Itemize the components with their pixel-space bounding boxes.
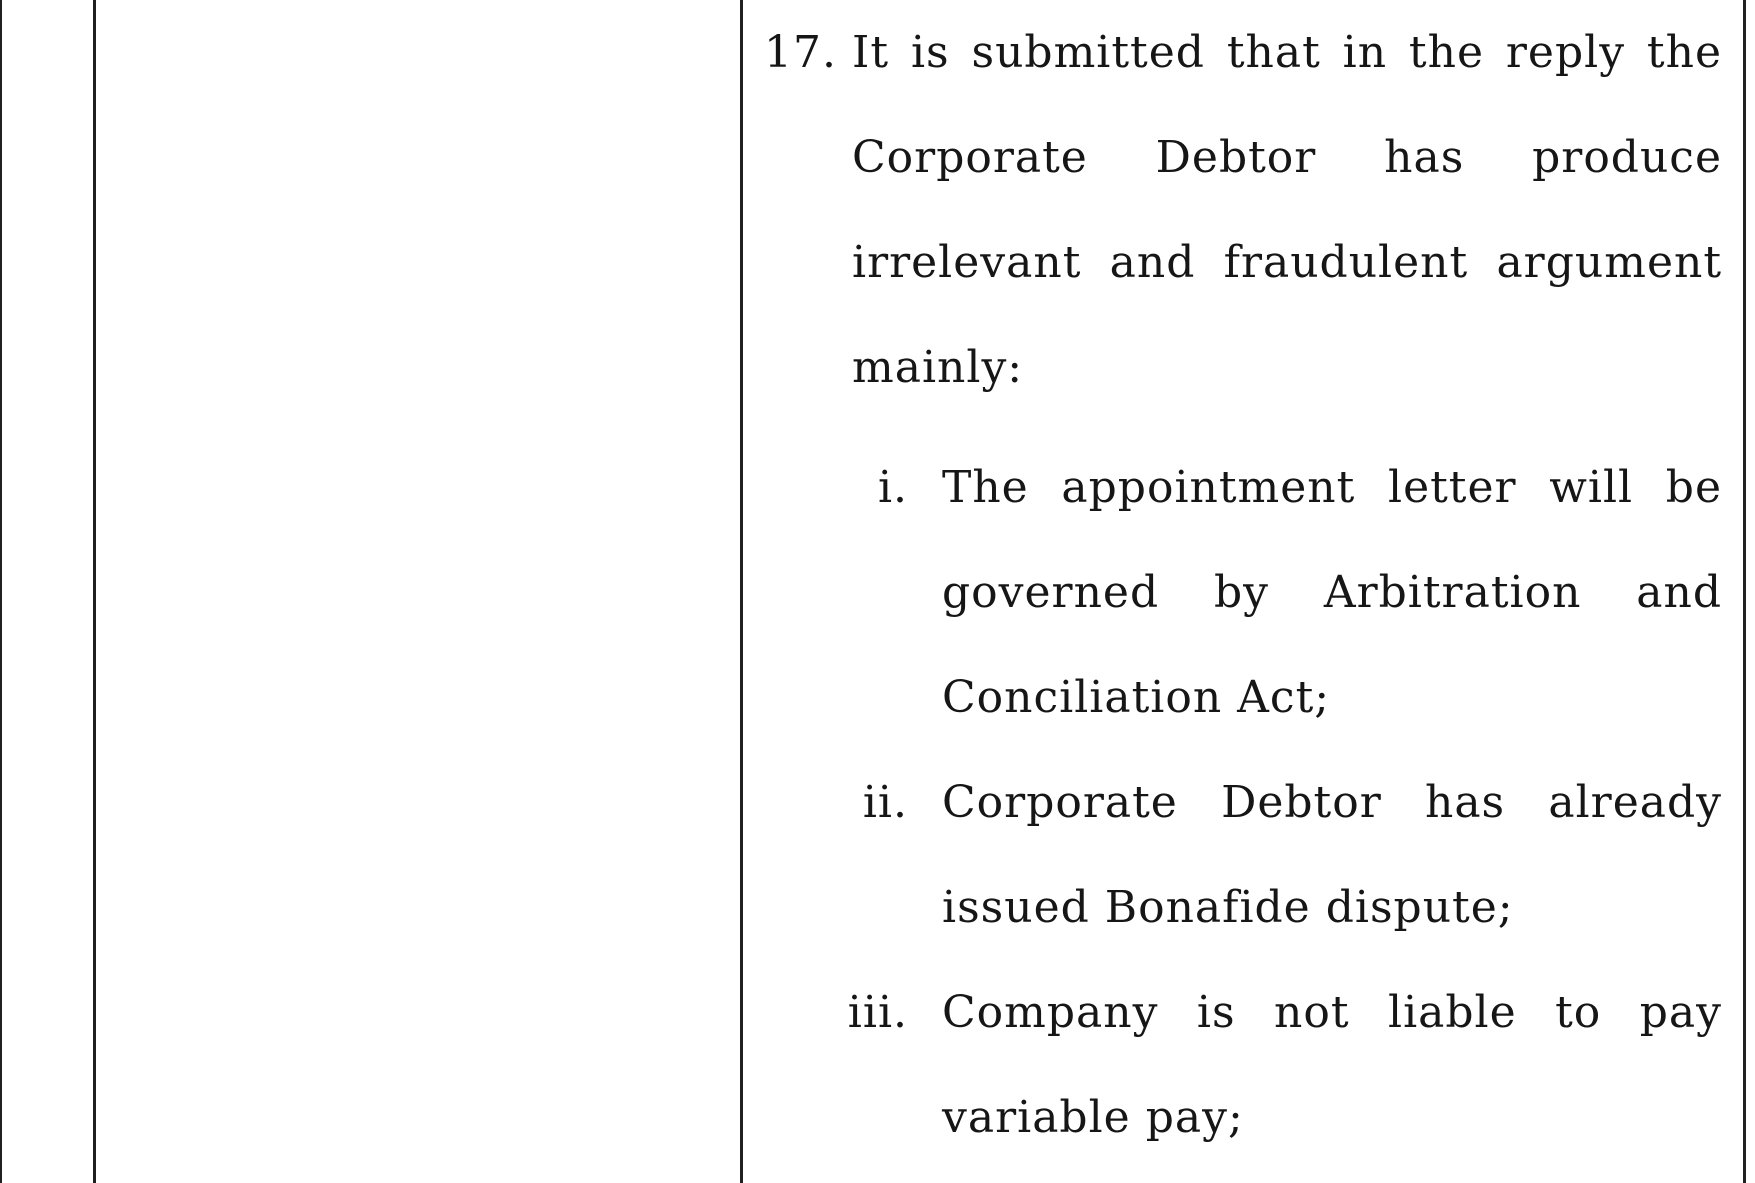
paragraph-17 [764, 0, 1724, 420]
table-border-left [0, 0, 2, 1183]
list-item-line: Company is not liable to pay [942, 987, 1722, 1038]
list-item-line: governed by Arbitration and [942, 567, 1722, 618]
column-divider-2 [740, 0, 743, 1183]
list-item-line: The appointment letter will be [942, 462, 1722, 513]
paragraph-line: mainly: [852, 342, 1024, 393]
list-item-number: i. [877, 462, 908, 513]
paragraph-number: 17. [764, 27, 837, 78]
list-item-line: Conciliation Act; [942, 672, 1331, 723]
paragraph-line: Corporate Debtor has produce [852, 132, 1722, 183]
list-item-text [942, 960, 1722, 1170]
paragraph-line: irrelevant and fraudulent argument [852, 237, 1722, 288]
paragraph-line: It is submitted that in the reply the [852, 27, 1722, 78]
list-item-number: ii. [862, 777, 908, 828]
list-item [764, 435, 1724, 750]
list-item-line: variable pay; [942, 1092, 1244, 1143]
list-item-text [942, 435, 1722, 750]
list-item-line: issued Bonafide dispute; [942, 882, 1514, 933]
list-item-number: iii. [847, 987, 908, 1038]
table-border-right [1743, 0, 1746, 1183]
list-item [764, 960, 1724, 1170]
content-cell [764, 0, 1724, 1170]
argument-list [764, 435, 1724, 1170]
list-item-line: Corporate Debtor has already [942, 777, 1722, 828]
list-item [764, 750, 1724, 960]
list-item-text [942, 750, 1722, 960]
paragraph-text [852, 0, 1722, 420]
column-divider-1 [93, 0, 96, 1183]
